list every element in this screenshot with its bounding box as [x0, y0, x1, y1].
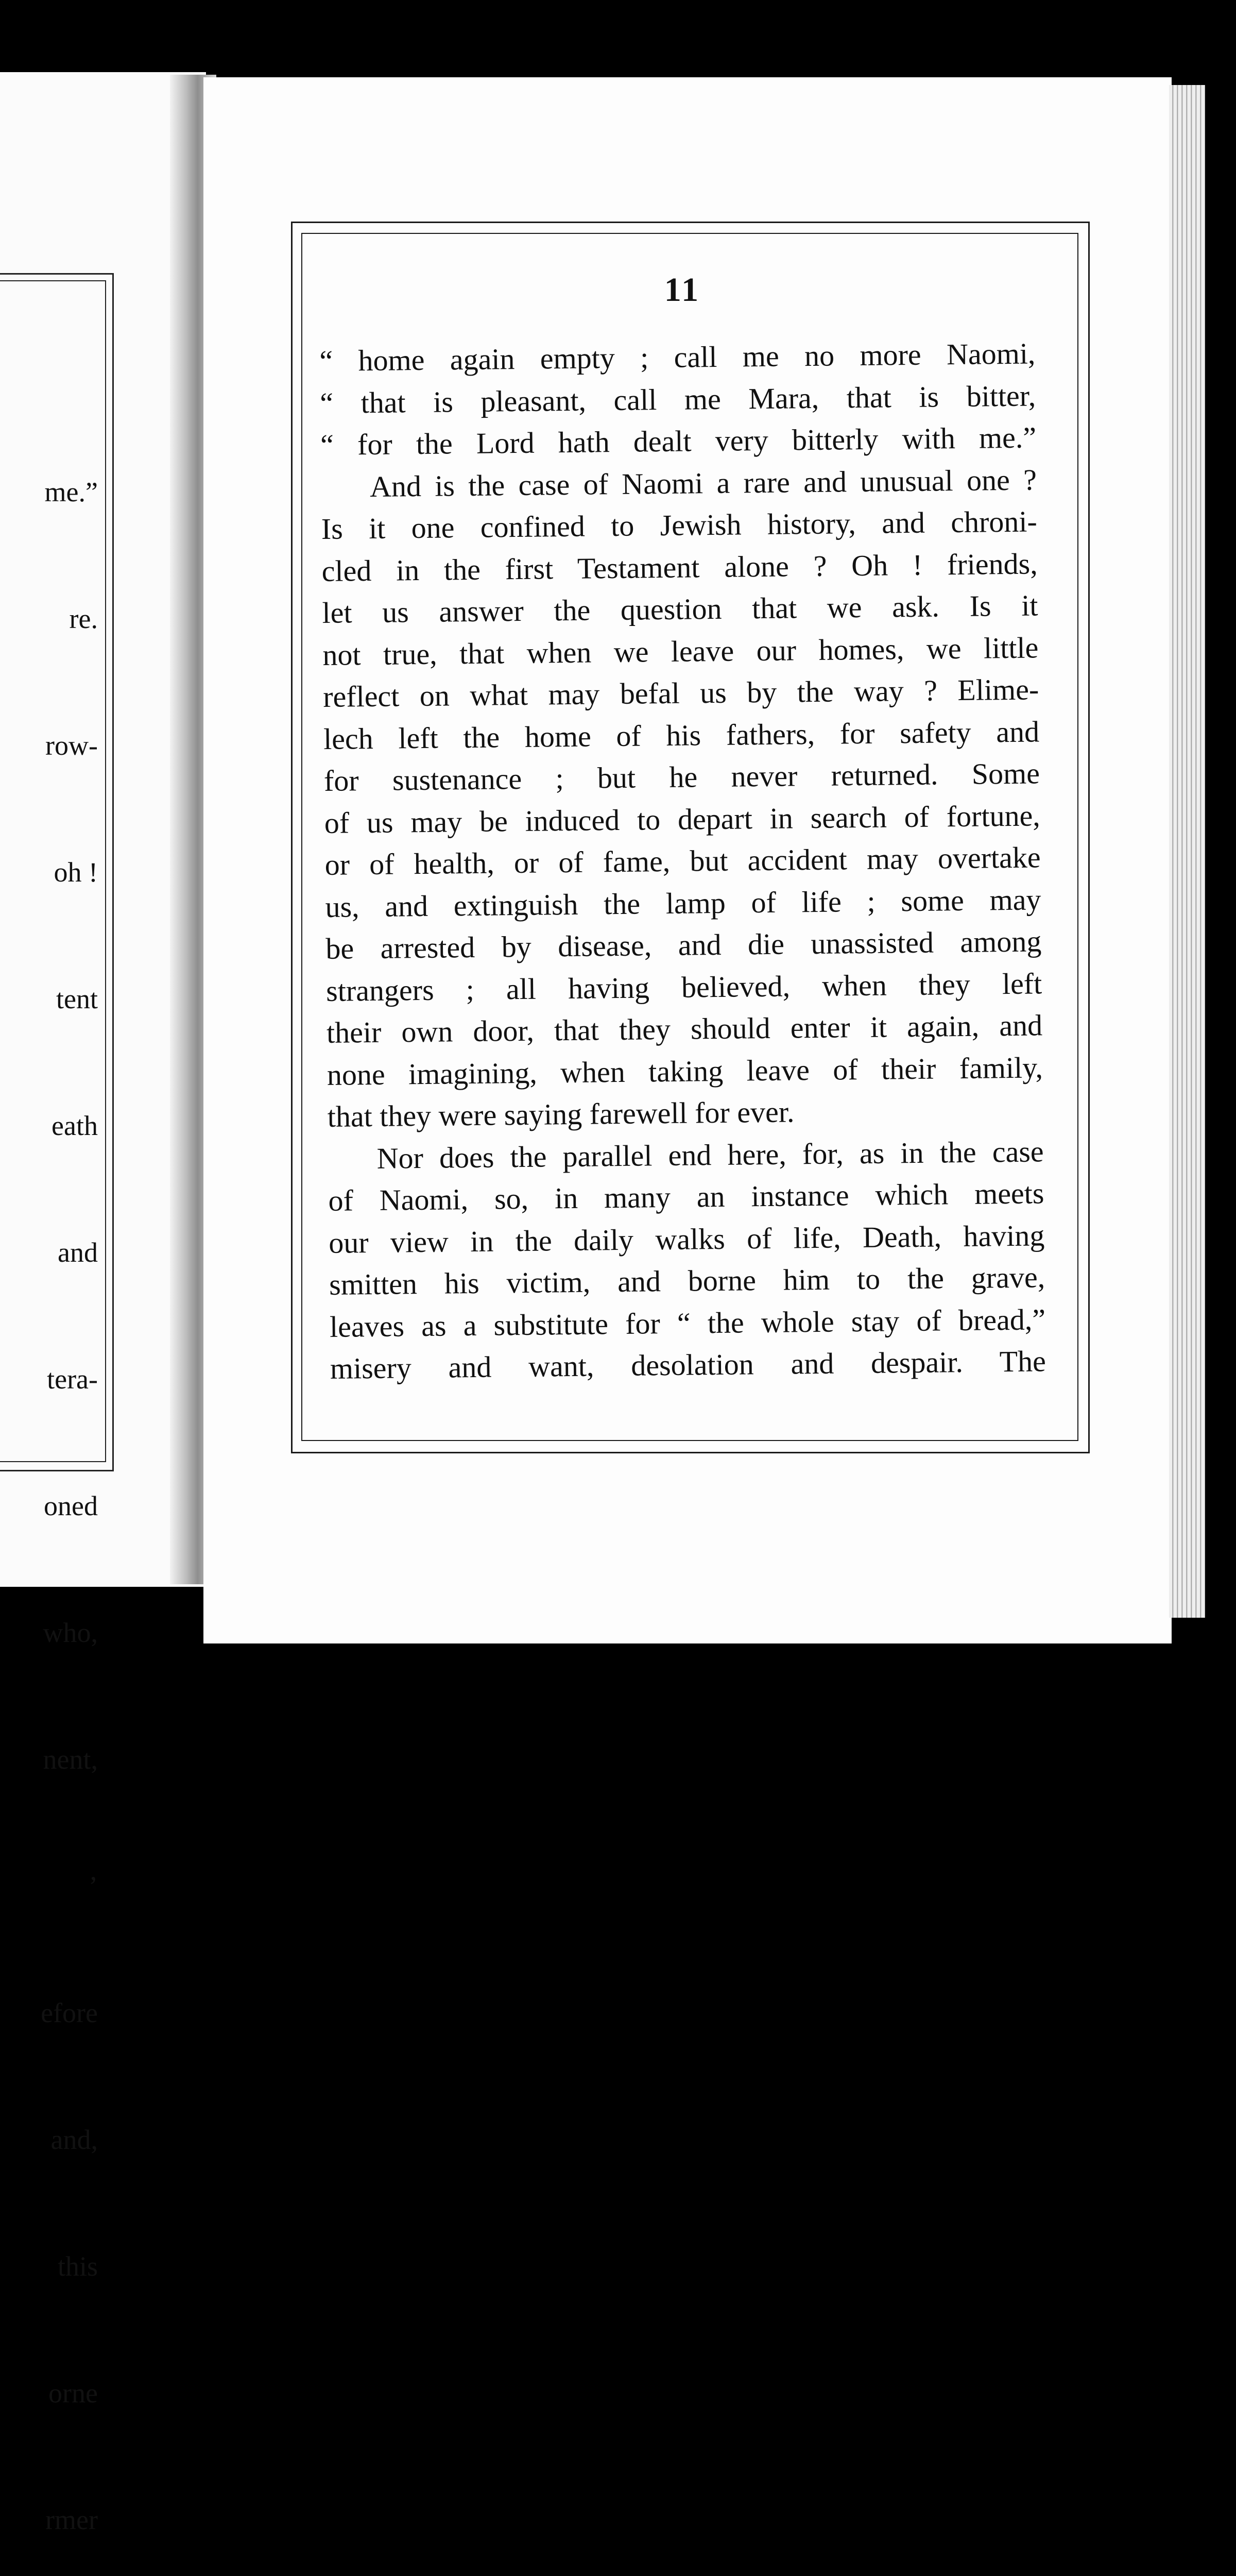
page-edges [1169, 85, 1205, 1618]
page-number: 11 [664, 271, 701, 309]
left-fragment: re. [69, 603, 98, 634]
text-line: reflect on what may befal us by the way ? Elime- [322, 672, 1039, 714]
text-line: cled in the first Testament alone ? Oh ! friends, [321, 546, 1038, 588]
left-fragment: ’ [89, 1871, 98, 1902]
text-line: let us answer the question that we ask. Is it [322, 588, 1038, 630]
text-line: not true, that when we leave our homes, we little [322, 630, 1039, 672]
text-line: or of health, or of fame, but accident may overtake [324, 840, 1041, 882]
text-line: “ for the Lord hath dealt very bitterly with me.” [320, 420, 1037, 462]
body-text [319, 332, 1046, 1389]
left-fragment: tent [56, 984, 98, 1014]
text-line: Nor does the parallel end here, for, as in the case [376, 1134, 1044, 1175]
text-line: Is it one confined to Jewish history, and chroni- [321, 504, 1038, 546]
left-fragment: oned [44, 1490, 98, 1521]
text-line: “ home again empty ; call me no more Naomi, [319, 336, 1036, 378]
left-page-text-fragments [0, 386, 98, 2576]
text-line: “ that is pleasant, call me Mara, that is bitter, [319, 378, 1036, 420]
left-fragment: and, [50, 2124, 98, 2155]
left-fragment: rmer [45, 2504, 98, 2535]
text-line: And is the case of Naomi a rare and unusual one ? [369, 462, 1037, 503]
text-line: misery and want, desolation and despair. The [330, 1344, 1046, 1385]
left-fragment: row- [45, 730, 98, 761]
left-fragment: orne [48, 2378, 98, 2409]
text-line: of Naomi, so, in many an instance which meets [328, 1176, 1044, 1217]
text-line: none imagining, when taking leave of their family, [327, 1050, 1043, 1092]
text-line: their own door, that they should enter it again, and [326, 1008, 1043, 1049]
left-fragment: oh ! [54, 857, 98, 888]
text-line: us, and extinguish the lamp of life ; some may [325, 882, 1041, 924]
text-line: strangers ; all having believed, when they left [325, 966, 1042, 1008]
text-line: be arrested by disease, and die unassisted among [325, 924, 1042, 965]
left-fragment: this [57, 2251, 98, 2282]
left-fragment: me.” [44, 477, 98, 507]
text-line: leaves as a substitute for “ the whole stay of bread,” [329, 1302, 1046, 1344]
text-line: that they were saying farewell for ever. [327, 1095, 795, 1133]
text-line: lech left the home of his fathers, for safety and [323, 714, 1040, 756]
text-line: our view in the daily walks of life, Death, having [329, 1218, 1045, 1260]
text-line: smitten his victim, and borne him to the grave, [329, 1260, 1045, 1301]
left-fragment: and [58, 1237, 98, 1268]
text-line: for sustenance ; but he never returned. Some [323, 756, 1040, 798]
text-line: of us may be induced to depart in search of fortune, [324, 798, 1041, 840]
left-fragment: tera- [47, 1364, 98, 1395]
left-fragment: nent, [43, 1744, 98, 1775]
left-fragment: efore [41, 1997, 98, 2028]
left-fragment: who, [43, 1617, 98, 1648]
left-fragment: eath [52, 1110, 98, 1141]
